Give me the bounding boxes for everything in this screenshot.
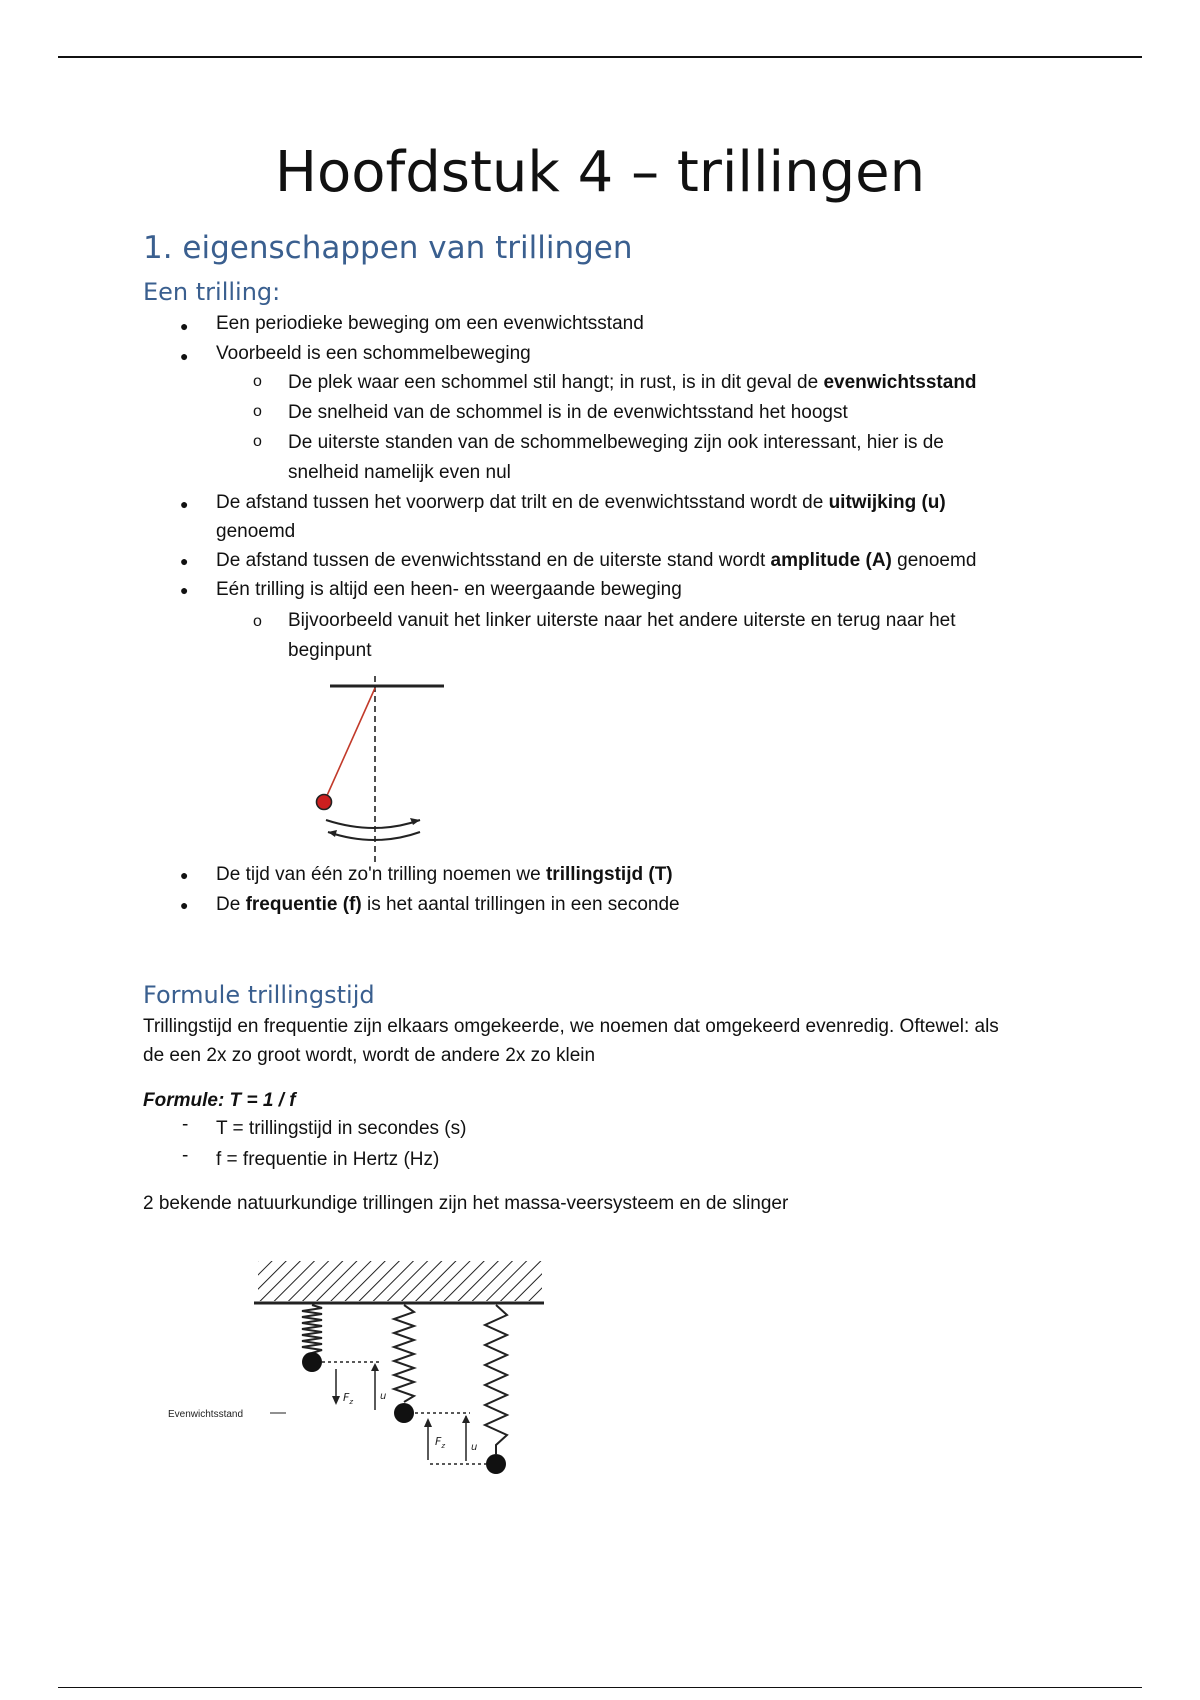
force-label: $F_z$	[435, 1435, 446, 1450]
list-item-text: De	[216, 894, 246, 915]
list-subitem-cont: beginpunt	[288, 640, 372, 661]
mass-1	[302, 1352, 322, 1372]
spring-mass-diagram	[150, 1255, 570, 1480]
bullet-dot: ●	[180, 582, 189, 598]
dash-bullet: -	[182, 1114, 189, 1135]
bullet-dot: ●	[180, 496, 189, 512]
list-item	[216, 890, 680, 919]
formula: Formule: T = 1 / f	[143, 1090, 296, 1111]
bullet-dot: ●	[180, 553, 189, 569]
list-item-text: genoemd	[891, 550, 977, 571]
arrowhead	[371, 1363, 379, 1371]
list-item	[216, 860, 673, 889]
pendulum-bob	[317, 795, 332, 810]
ceiling-hatch	[258, 1261, 542, 1301]
term-amplitude: amplitude (A)	[770, 550, 892, 571]
pendulum-string	[325, 688, 375, 800]
top-rule	[58, 56, 1142, 58]
spring-rest	[394, 1305, 414, 1402]
list-item-text: is het aantal trillingen in een seconde	[361, 894, 680, 915]
mass-2	[394, 1403, 414, 1423]
u-label: u	[380, 1391, 387, 1402]
list-item: f = frequentie in Hertz (Hz)	[216, 1149, 440, 1170]
list-subitem: De uiterste standen van de schommelbeweging zijn ook interessant, hier is de	[288, 432, 944, 453]
bullet-dot: ●	[180, 348, 189, 364]
bullet-dot: ●	[180, 897, 189, 913]
list-item-text: De tijd van één zo'n trilling noemen we	[216, 864, 546, 885]
page-title: Hoofdstuk 4 – trillingen	[274, 140, 926, 205]
sub-bullet: o	[253, 373, 262, 390]
term-uitwijking: uitwijking (u)	[828, 492, 946, 513]
bullet-dot: ●	[180, 867, 189, 883]
list-subitem	[288, 368, 977, 397]
spring-compressed	[302, 1305, 322, 1353]
equilibrium-label: Evenwichtsstand	[168, 1409, 244, 1420]
paragraph: de een 2x zo groot wordt, wordt de andere 2x zo klein	[143, 1045, 596, 1066]
list-subitem: De snelheid van de schommel is in de evenwichtsstand het hoogst	[288, 402, 848, 423]
arrowhead	[332, 1396, 340, 1405]
list-item: Een periodieke beweging om een evenwichtsstand	[216, 313, 644, 334]
sub-bullet: o	[253, 403, 262, 420]
mass-3	[486, 1454, 506, 1474]
arrowhead	[462, 1415, 470, 1423]
bottom-rule	[58, 1687, 1142, 1688]
list-item-cont: genoemd	[216, 521, 296, 542]
list-item: Voorbeeld is een schommelbeweging	[216, 343, 531, 364]
paragraph: Trillingstijd en frequentie zijn elkaars omgekeerde, we noemen dat omgekeerd evenredig. Oftewel: als	[143, 1016, 999, 1037]
pendulum-diagram	[300, 672, 460, 862]
list-item-text: De afstand tussen de evenwichtsstand en de uiterste stand wordt	[216, 550, 771, 571]
subheading-formule: Formule trillingstijd	[143, 981, 375, 1009]
u-label: u	[471, 1442, 478, 1453]
term-evenwichtsstand: evenwichtsstand	[823, 372, 977, 393]
arrowhead	[424, 1418, 432, 1427]
bullet-dot: ●	[180, 318, 189, 334]
list-subitem: Bijvoorbeeld vanuit het linker uiterste naar het andere uiterste en terug naar het	[288, 610, 956, 631]
force-label: $F_z$	[343, 1391, 354, 1406]
swing-arrow	[328, 832, 420, 840]
term-frequentie: frequentie (f)	[245, 894, 362, 915]
swing-arrow	[326, 820, 420, 828]
list-subitem-text: De plek waar een schommel stil hangt; in rust, is in dit geval de	[288, 372, 824, 393]
list-item-text: De afstand tussen het voorwerp dat trilt en de evenwichtsstand wordt de	[216, 492, 829, 513]
sub-bullet: o	[253, 433, 262, 450]
subheading-trilling: Een trilling:	[143, 278, 281, 306]
dash-bullet: -	[182, 1145, 189, 1166]
list-item	[216, 488, 946, 517]
spring-stretched	[485, 1305, 507, 1454]
paragraph: 2 bekende natuurkundige trillingen zijn het massa-veersysteem en de slinger	[143, 1193, 789, 1214]
section-heading: 1. eigenschappen van trillingen	[143, 230, 633, 266]
list-subitem-cont: snelheid namelijk even nul	[288, 462, 511, 483]
list-item: T = trillingstijd in secondes (s)	[216, 1118, 467, 1139]
list-item: Eén trilling is altijd een heen- en weergaande beweging	[216, 579, 682, 600]
list-item	[216, 546, 976, 575]
sub-bullet: o	[253, 613, 262, 630]
term-trillingstijd: trillingstijd (T)	[545, 864, 673, 885]
